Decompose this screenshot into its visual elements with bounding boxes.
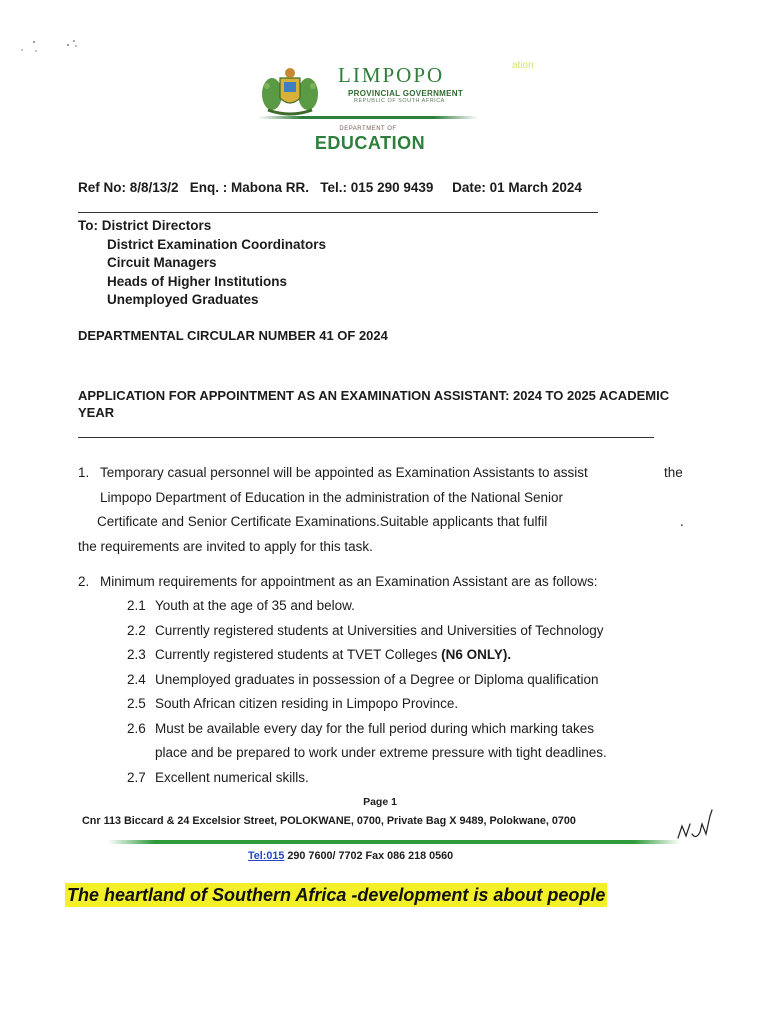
footer-contact (248, 850, 453, 862)
list-item-text: Unemployed graduates in possession of a Degree or Diploma qualification (155, 671, 599, 687)
circular-number: DEPARTMENTAL CIRCULAR NUMBER 41 OF 2024 (78, 328, 388, 343)
list-item-number: 2.7 (127, 769, 146, 785)
paragraph-line: Temporary casual personnel will be appointed as Examination Assistants to assist (100, 465, 588, 480)
slogan-banner: The heartland of Southern Africa -development is about people (67, 885, 606, 905)
list-item-text: Excellent numerical skills. (155, 769, 309, 785)
list-item (127, 692, 607, 717)
recipient-to: To: District Directors (78, 218, 212, 233)
requirements-list (127, 594, 607, 790)
brand-name: LIMPOPO (338, 63, 445, 87)
footer-contact-text: 290 7600/ 7702 Fax 086 218 0560 (284, 850, 454, 862)
list-item-text: Currently registered students at TVET Colleges (155, 647, 442, 662)
recipient: District Examination Coordinators (107, 236, 327, 252)
list-item (127, 594, 607, 619)
list-item-emphasis: (N6 ONLY). (441, 647, 512, 662)
list-item-text: South African citizen residing in Limpopo Province. (155, 696, 459, 711)
list-item-text: Youth at the age of 35 and below. (155, 598, 355, 613)
recipient: Heads of Higher Institutions (107, 273, 288, 289)
list-item-number: 2.3 (127, 647, 146, 662)
list-item-continuation: place and be prepared to work under extreme pressure with tight deadlines. (155, 745, 607, 760)
department-of-label: DEPARTMENT OF (339, 126, 397, 132)
provincial-government-label: PROVINCIAL GOVERNMENT (348, 89, 464, 98)
page-number: Page 1 (363, 796, 397, 808)
list-item-number: 2.5 (127, 696, 146, 711)
footer-address: Cnr 113 Biccard & 24 Excelsior Street, POLOKWANE, 0700, Private Bag X 9489, Polokwane, 0700 (82, 815, 576, 827)
divider (78, 212, 598, 213)
list-item-number: 2.2 (127, 622, 146, 638)
paragraph-intro: Minimum requirements for appointment as an Examination Assistant are as follows: (100, 574, 598, 589)
paragraph-line: Certificate and Senior Certificate Examinations.Suitable applicants that fulfil (97, 514, 548, 529)
footer-divider (108, 840, 680, 844)
subject-heading: APPLICATION FOR APPOINTMENT AS AN EXAMINATION ASSISTANT: 2024 TO 2025 ACADEMIC YEAR (78, 388, 670, 420)
recipients-block (78, 217, 326, 310)
paragraph-number: 1. (78, 465, 90, 480)
telephone-link[interactable]: Tel:015 (248, 850, 285, 862)
recipient: Circuit Managers (107, 255, 217, 270)
divider (78, 437, 654, 438)
list-item-text: Currently registered students at Universities and Universities of Technology (155, 622, 604, 638)
list-item (127, 717, 607, 742)
reference-line: Ref No: 8/8/13/2 Enq. : Mabona RR. Tel.: 015 290 9439 Date: 01 March 2024 (78, 180, 582, 195)
list-item-number: 2.4 (127, 671, 146, 687)
list-item (127, 619, 607, 644)
list-item (127, 766, 607, 791)
list-item-number: 2.1 (127, 598, 146, 613)
republic-label: REPUBLIC OF SOUTH AFRICA (354, 98, 445, 104)
recipient: Unemployed Graduates (107, 292, 259, 307)
scan-specks (16, 36, 86, 56)
list-item (127, 668, 607, 693)
department-name: EDUCATION (314, 133, 426, 153)
paragraph-line: the requirements are invited to apply for this task. (78, 539, 373, 554)
list-item-number: 2.6 (127, 720, 146, 736)
handwritten-initials-icon (674, 804, 718, 844)
brand-block (338, 64, 463, 104)
header-divider (258, 116, 478, 119)
faint-watermark-text: ation (512, 60, 534, 71)
coat-of-arms-icon (258, 64, 322, 116)
paragraph-line-end: the (664, 465, 683, 480)
list-item (127, 643, 607, 668)
paragraph-number: 2. (78, 574, 90, 589)
list-item-text: Must be available every day for the full period during which marking takes (155, 720, 594, 736)
paragraph-line: Limpopo Department of Education in the administration of the National Senior (100, 490, 564, 505)
paragraph-line-end: . (680, 514, 684, 529)
